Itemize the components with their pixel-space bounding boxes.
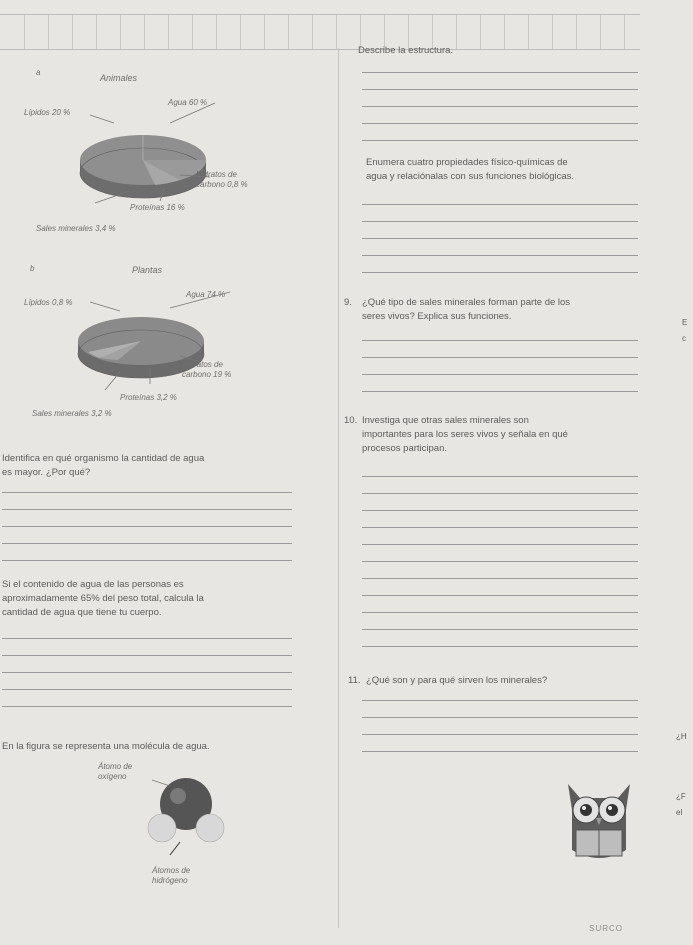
label-hidrogeno (152, 866, 190, 886)
answer-line[interactable] (362, 595, 638, 596)
answer-line[interactable] (2, 706, 292, 707)
prompt-enumera-line2: agua y relaciónalas con sus funciones biológicas. (366, 171, 575, 182)
question-10-number: 10. (344, 415, 358, 426)
prompt-enumera-line1: Enumera cuatro propiedades físico-químicas de (366, 157, 568, 168)
answer-line[interactable] (362, 751, 638, 752)
answer-line[interactable] (362, 700, 638, 701)
answer-line[interactable] (362, 272, 638, 273)
answer-line[interactable] (362, 238, 638, 239)
label-oxigeno-line1: Átomo de (98, 762, 133, 771)
answer-line[interactable] (362, 140, 638, 141)
answer-line[interactable] (362, 578, 638, 579)
chart-a-label-lipidos: Lípidos 20 % (24, 108, 71, 117)
chart-b-letter: b (30, 264, 35, 273)
answer-line[interactable] (362, 221, 638, 222)
answer-line[interactable] (362, 255, 638, 256)
chart-a-label-sales: Sales minerales 3,4 % (36, 224, 116, 233)
edge-fragment-ch: ¿H (676, 732, 687, 741)
column-divider (338, 48, 339, 928)
answer-line[interactable] (362, 510, 638, 511)
label-hidrogeno-line1: Átomos de (152, 866, 191, 875)
answer-line[interactable] (2, 492, 292, 493)
answer-line[interactable] (362, 544, 638, 545)
chart-b-label-agua: Agua 74 % (186, 290, 226, 299)
answer-line[interactable] (362, 204, 638, 205)
edge-fragment-e: E (682, 318, 688, 327)
answer-line[interactable] (362, 123, 638, 124)
question-contenido-line1: Si el contenido de agua de las personas es (2, 579, 184, 590)
question-contenido-line2: aproximadamente 65% del peso total, calcula la (2, 593, 204, 604)
question-11-number: 11. (348, 675, 361, 686)
question-identifica-line1: Identifica en qué organismo la cantidad de agua (2, 453, 205, 464)
answer-line[interactable] (362, 493, 638, 494)
question-9-line1: ¿Qué tipo de sales minerales forman parte de los (362, 297, 571, 308)
chart-b-label-lipidos: Lípidos 0,8 % (24, 298, 73, 307)
question-9-line2: seres vivos? Explica sus funciones. (362, 311, 512, 322)
question-contenido-line3: cantidad de agua que tiene tu cuerpo. (2, 607, 162, 618)
answer-line[interactable] (2, 655, 292, 656)
question-10-line1: Investiga que otras sales minerales son (362, 415, 529, 426)
answer-line[interactable] (362, 561, 638, 562)
answer-line[interactable] (362, 629, 638, 630)
chart-a-letter: a (36, 68, 41, 77)
chart-a-title: Animales (100, 73, 138, 83)
question-10-line3: procesos participan. (362, 443, 448, 454)
answer-line[interactable] (362, 527, 638, 528)
chart-b-label-hidratos: Hidratos de carbono 19 % (182, 360, 232, 379)
answer-line[interactable] (362, 717, 638, 718)
edge-fragment-el: el (676, 808, 683, 817)
chart-b-label-sales: Sales minerales 3,2 % (32, 409, 112, 418)
question-9-number: 9. (344, 297, 352, 308)
edge-fragment-p: ¿F (676, 792, 686, 801)
label-oxigeno-line2: oxígeno (98, 772, 127, 781)
chart-b-label-proteinas: Proteínas 3,2 % (120, 393, 177, 402)
answer-line[interactable] (362, 357, 638, 358)
chart-b-title: Plantas (132, 265, 163, 275)
answer-line[interactable] (362, 374, 638, 375)
question-figura: En la figura se representa una molécula de agua. (2, 741, 210, 752)
chart-a-label-proteinas: Proteínas 16 % (130, 203, 185, 212)
chart-a-label-agua: Agua 60 % (168, 98, 208, 107)
question-identifica-line2: es mayor. ¿Por qué? (2, 467, 91, 478)
grid-header-strip (0, 14, 640, 50)
answer-line[interactable] (362, 340, 638, 341)
publisher-watermark: SURCO (589, 924, 623, 933)
water-molecule-illustration (140, 770, 250, 860)
label-hidrogeno-line2: hidrógeno (152, 876, 188, 885)
answer-line[interactable] (362, 72, 638, 73)
edge-fragment-c: c (682, 334, 686, 343)
answer-line[interactable] (2, 689, 292, 690)
answer-line[interactable] (2, 543, 292, 544)
prompt-describe: Describe la estructura. (358, 45, 454, 56)
answer-line[interactable] (2, 526, 292, 527)
question-10-line2: importantes para los seres vivos y señala en qué (362, 429, 568, 440)
chart-a-label-hidratos: Hidratos de carbono 0,8 % (196, 170, 248, 189)
answer-line[interactable] (362, 476, 638, 477)
answer-line[interactable] (362, 106, 638, 107)
answer-line[interactable] (2, 672, 292, 673)
answer-line[interactable] (362, 391, 638, 392)
answer-line[interactable] (2, 638, 292, 639)
answer-line[interactable] (362, 646, 638, 647)
answer-line[interactable] (362, 89, 638, 90)
answer-line[interactable] (2, 509, 292, 510)
answer-line[interactable] (362, 734, 638, 735)
question-11-line1: ¿Qué son y para qué sirven los minerales? (366, 675, 548, 686)
owl-mascot-illustration (560, 770, 640, 870)
answer-line[interactable] (2, 560, 292, 561)
label-oxigeno (98, 762, 132, 782)
answer-line[interactable] (362, 612, 638, 613)
